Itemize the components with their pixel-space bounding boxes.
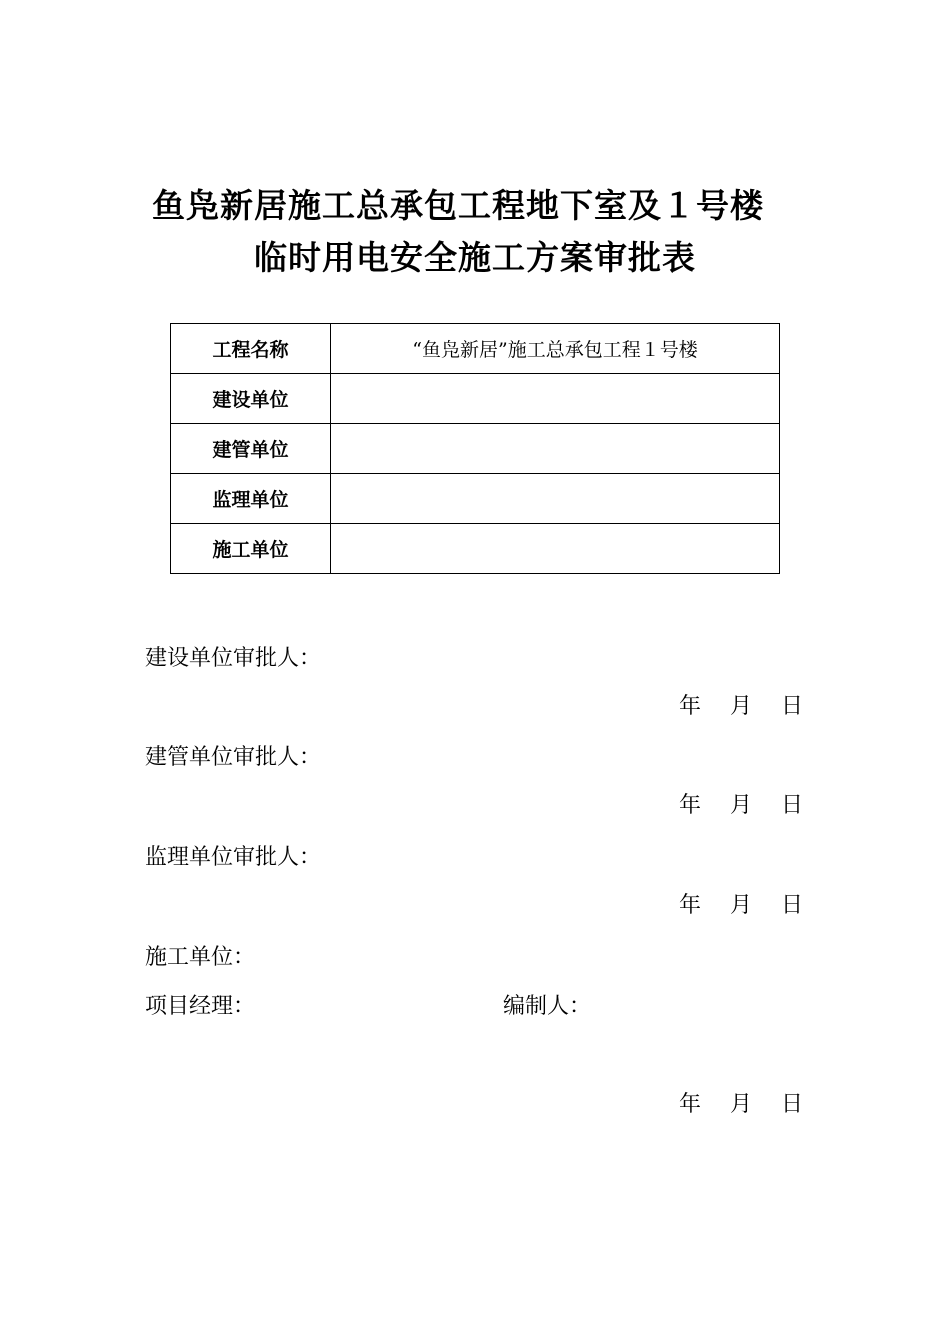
day-label: 日 (781, 1092, 804, 1117)
project-info-table (170, 323, 780, 574)
document-title-line-2: 临时用电安全施工方案审批表 (254, 238, 696, 277)
supervision-unit-approver-label: 监理单位审批人： (145, 845, 322, 870)
document-title-line-1: 鱼凫新居施工总承包工程地下室及１号楼 (152, 186, 764, 225)
day-label: 日 (781, 893, 804, 918)
date-line (679, 788, 803, 819)
management-unit-approver-label: 建管单位审批人： (145, 745, 322, 770)
contractor-unit-label-text: 施工单位： (145, 945, 256, 970)
table-row (171, 424, 780, 474)
day-label: 日 (781, 793, 804, 818)
contractor-unit-label: 施工单位 (171, 524, 331, 574)
construction-unit-label: 建设单位 (171, 374, 331, 424)
supervision-unit-value (331, 474, 780, 524)
day-label: 日 (781, 694, 804, 719)
contractor-unit-value (331, 524, 780, 574)
date-line (679, 689, 803, 720)
year-label: 年 (679, 793, 702, 818)
construction-unit-value (331, 374, 780, 424)
date-line (679, 888, 803, 919)
project-manager-label: 项目经理： (145, 994, 256, 1019)
month-label: 月 (730, 793, 753, 818)
compiler-label: 编制人： (503, 994, 592, 1019)
project-name-label: 工程名称 (171, 324, 331, 374)
month-label: 月 (730, 893, 753, 918)
management-unit-label: 建管单位 (171, 424, 331, 474)
table-row (171, 324, 780, 374)
supervision-unit-label: 监理单位 (171, 474, 331, 524)
table-row (171, 374, 780, 424)
construction-unit-approver-label: 建设单位审批人： (145, 646, 322, 671)
table-row (171, 524, 780, 574)
month-label: 月 (730, 694, 753, 719)
year-label: 年 (679, 1092, 702, 1117)
date-line (679, 1087, 803, 1118)
management-unit-value (331, 424, 780, 474)
year-label: 年 (679, 893, 702, 918)
year-label: 年 (679, 694, 702, 719)
project-name-value: “鱼凫新居”施工总承包工程１号楼 (331, 324, 780, 374)
month-label: 月 (730, 1092, 753, 1117)
table-row (171, 474, 780, 524)
